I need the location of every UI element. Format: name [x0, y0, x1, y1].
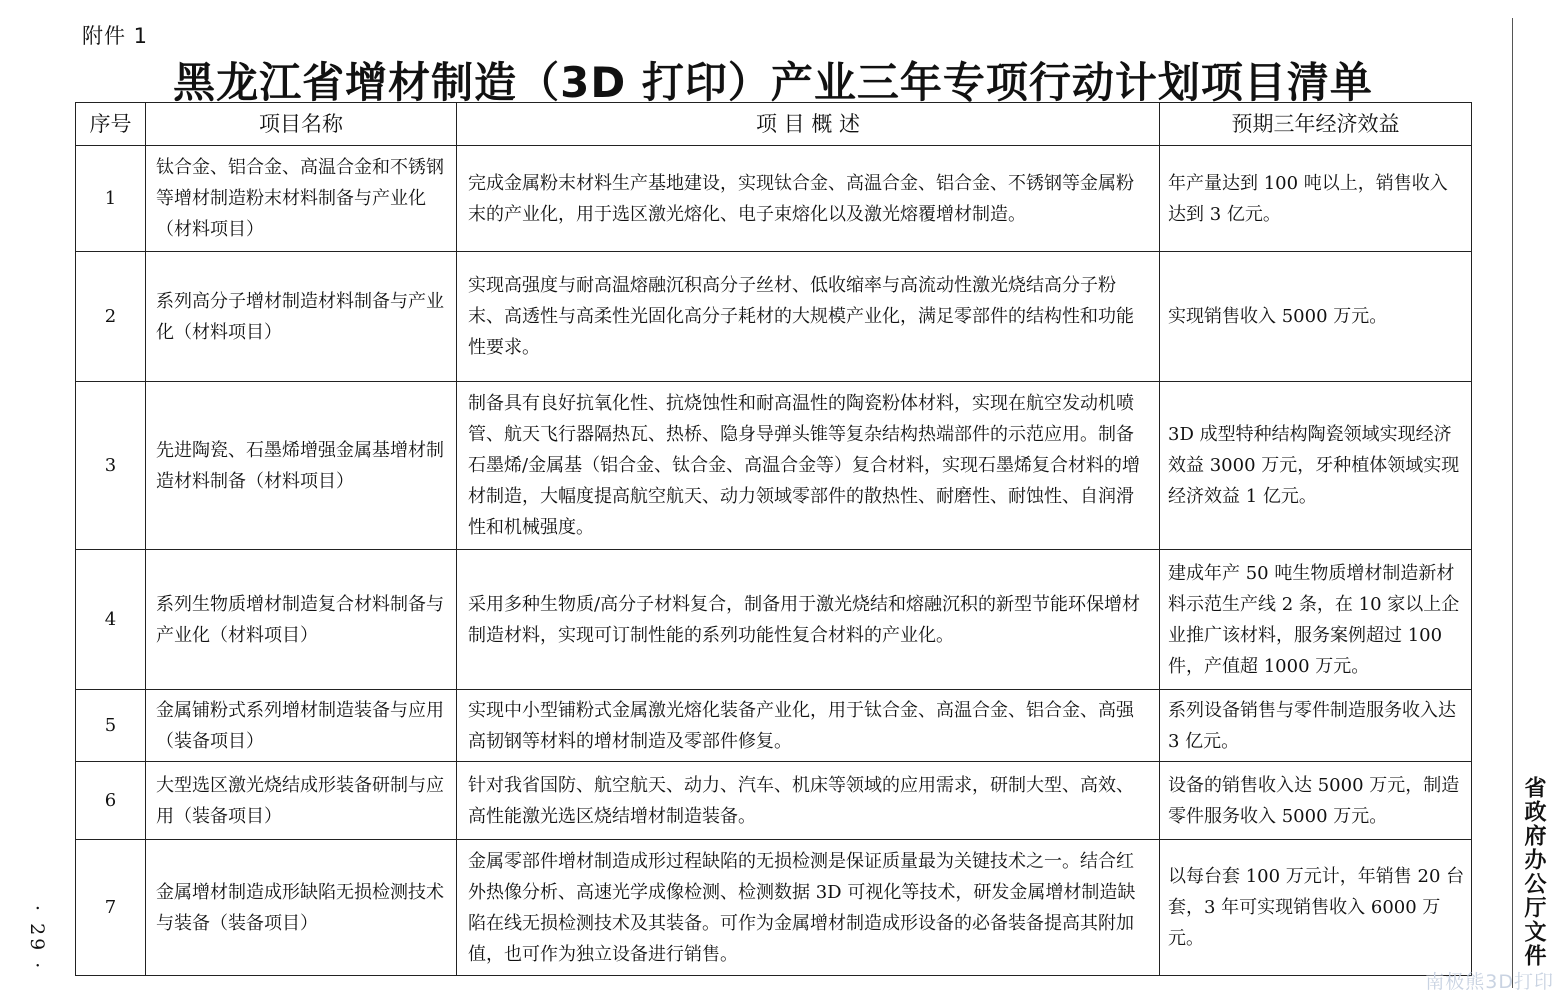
row-benefit: 设备的销售收入达 5000 万元，制造零件服务收入 5000 万元。: [1160, 762, 1472, 840]
row-desc: 制备具有良好抗氧化性、抗烧蚀性和耐高温性的陶瓷粉体材料，实现在航空发动机喷管、航天飞行器隔热瓦、热桥、隐身导弹头锥等复杂结构热端部件的示范应用。制备石墨烯/金属基（铝合金、钛合金、高温合金等）复合材料，实现石墨烯复合材料的增材制造，大幅度提高航空航天、动力领域零部件的散热性、耐磨性、耐蚀性、自润滑性和机械强度。: [457, 382, 1160, 550]
header-desc: 项 目 概 述: [457, 103, 1160, 146]
row-name: 大型选区激光烧结成形装备研制与应用（装备项目）: [146, 762, 457, 840]
row-desc: 针对我省国防、航空航天、动力、汽车、机床等领域的应用需求，研制大型、高效、高性能激光选区烧结增材制造装备。: [457, 762, 1160, 840]
watermark: 南极熊3D打印: [1425, 971, 1554, 993]
row-benefit: 建成年产 50 吨生物质增材制造新材料示范生产线 2 条，在 10 家以上企业推广该材料，服务案例超过 100 件，产值超 1000 万元。: [1160, 550, 1472, 690]
table-row: [76, 762, 1472, 840]
row-name: 钛合金、铝合金、高温合金和不锈钢等增材制造粉末材料制备与产业化（材料项目）: [146, 146, 457, 252]
attachment-label: 附件 1: [82, 24, 149, 48]
row-benefit: 年产量达到 100 吨以上，销售收入达到 3 亿元。: [1160, 146, 1472, 252]
table-row: [76, 840, 1472, 976]
row-name: 系列生物质增材制造复合材料制备与产业化（材料项目）: [146, 550, 457, 690]
row-num: 3: [76, 382, 146, 550]
side-label: 省政府办公厅文件: [1521, 776, 1546, 968]
row-benefit: 3D 成型特种结构陶瓷领域实现经济效益 3000 万元，牙种植体领域实现经济效益 1 亿元。: [1160, 382, 1472, 550]
row-name: 金属增材制造成形缺陷无损检测技术与装备（装备项目）: [146, 840, 457, 976]
table-row: [76, 252, 1472, 382]
row-desc: 完成金属粉末材料生产基地建设，实现钛合金、高温合金、铝合金、不锈钢等金属粉末的产业化，用于选区激光熔化、电子束熔化以及激光熔覆增材制造。: [457, 146, 1160, 252]
row-num: 2: [76, 252, 146, 382]
table-header-row: [76, 103, 1472, 146]
document-title: 黑龙江省增材制造（3D 打印）产业三年专项行动计划项目清单: [173, 58, 1373, 107]
table-row: [76, 146, 1472, 252]
row-num: 5: [76, 690, 146, 762]
row-desc: 采用多种生物质/高分子材料复合，制备用于激光烧结和熔融沉积的新型节能环保增材制造材料，实现可订制性能的系列功能性复合材料的产业化。: [457, 550, 1160, 690]
row-benefit: 实现销售收入 5000 万元。: [1160, 252, 1472, 382]
margin-rule: [1512, 18, 1513, 988]
header-benefit: 预期三年经济效益: [1160, 103, 1472, 146]
row-num: 4: [76, 550, 146, 690]
header-name: 项目名称: [146, 103, 457, 146]
row-desc: 实现中小型铺粉式金属激光熔化装备产业化，用于钛合金、高温合金、铝合金、高强高韧钢等材料的增材制造及零部件修复。: [457, 690, 1160, 762]
table-row: [76, 690, 1472, 762]
row-desc: 金属零部件增材制造成形过程缺陷的无损检测是保证质量最为关键技术之一。结合红外热像分析、高速光学成像检测、检测数据 3D 可视化等技术，研发金属增材制造缺陷在线无损检测技术及其装备。可作为金属增材制造成形设备的必备装备提高其附加值，也可作为独立设备进行销售。: [457, 840, 1160, 976]
page-number: · 29 ·: [26, 905, 48, 972]
row-name: 系列高分子增材制造材料制备与产业化（材料项目）: [146, 252, 457, 382]
row-num: 6: [76, 762, 146, 840]
row-benefit: 以每台套 100 万元计，年销售 20 台套，3 年可实现销售收入 6000 万元。: [1160, 840, 1472, 976]
header-num: 序号: [76, 103, 146, 146]
row-desc: 实现高强度与耐高温熔融沉积高分子丝材、低收缩率与高流动性激光烧结高分子粉末、高透性与高柔性光固化高分子耗材的大规模产业化，满足零部件的结构性和功能性要求。: [457, 252, 1160, 382]
row-benefit: 系列设备销售与零件制造服务收入达 3 亿元。: [1160, 690, 1472, 762]
table-row: [76, 550, 1472, 690]
table-row: [76, 382, 1472, 550]
row-num: 1: [76, 146, 146, 252]
project-table: [75, 102, 1472, 976]
row-name: 金属铺粉式系列增材制造装备与应用（装备项目）: [146, 690, 457, 762]
row-num: 7: [76, 840, 146, 976]
row-name: 先进陶瓷、石墨烯增强金属基增材制造材料制备（材料项目）: [146, 382, 457, 550]
